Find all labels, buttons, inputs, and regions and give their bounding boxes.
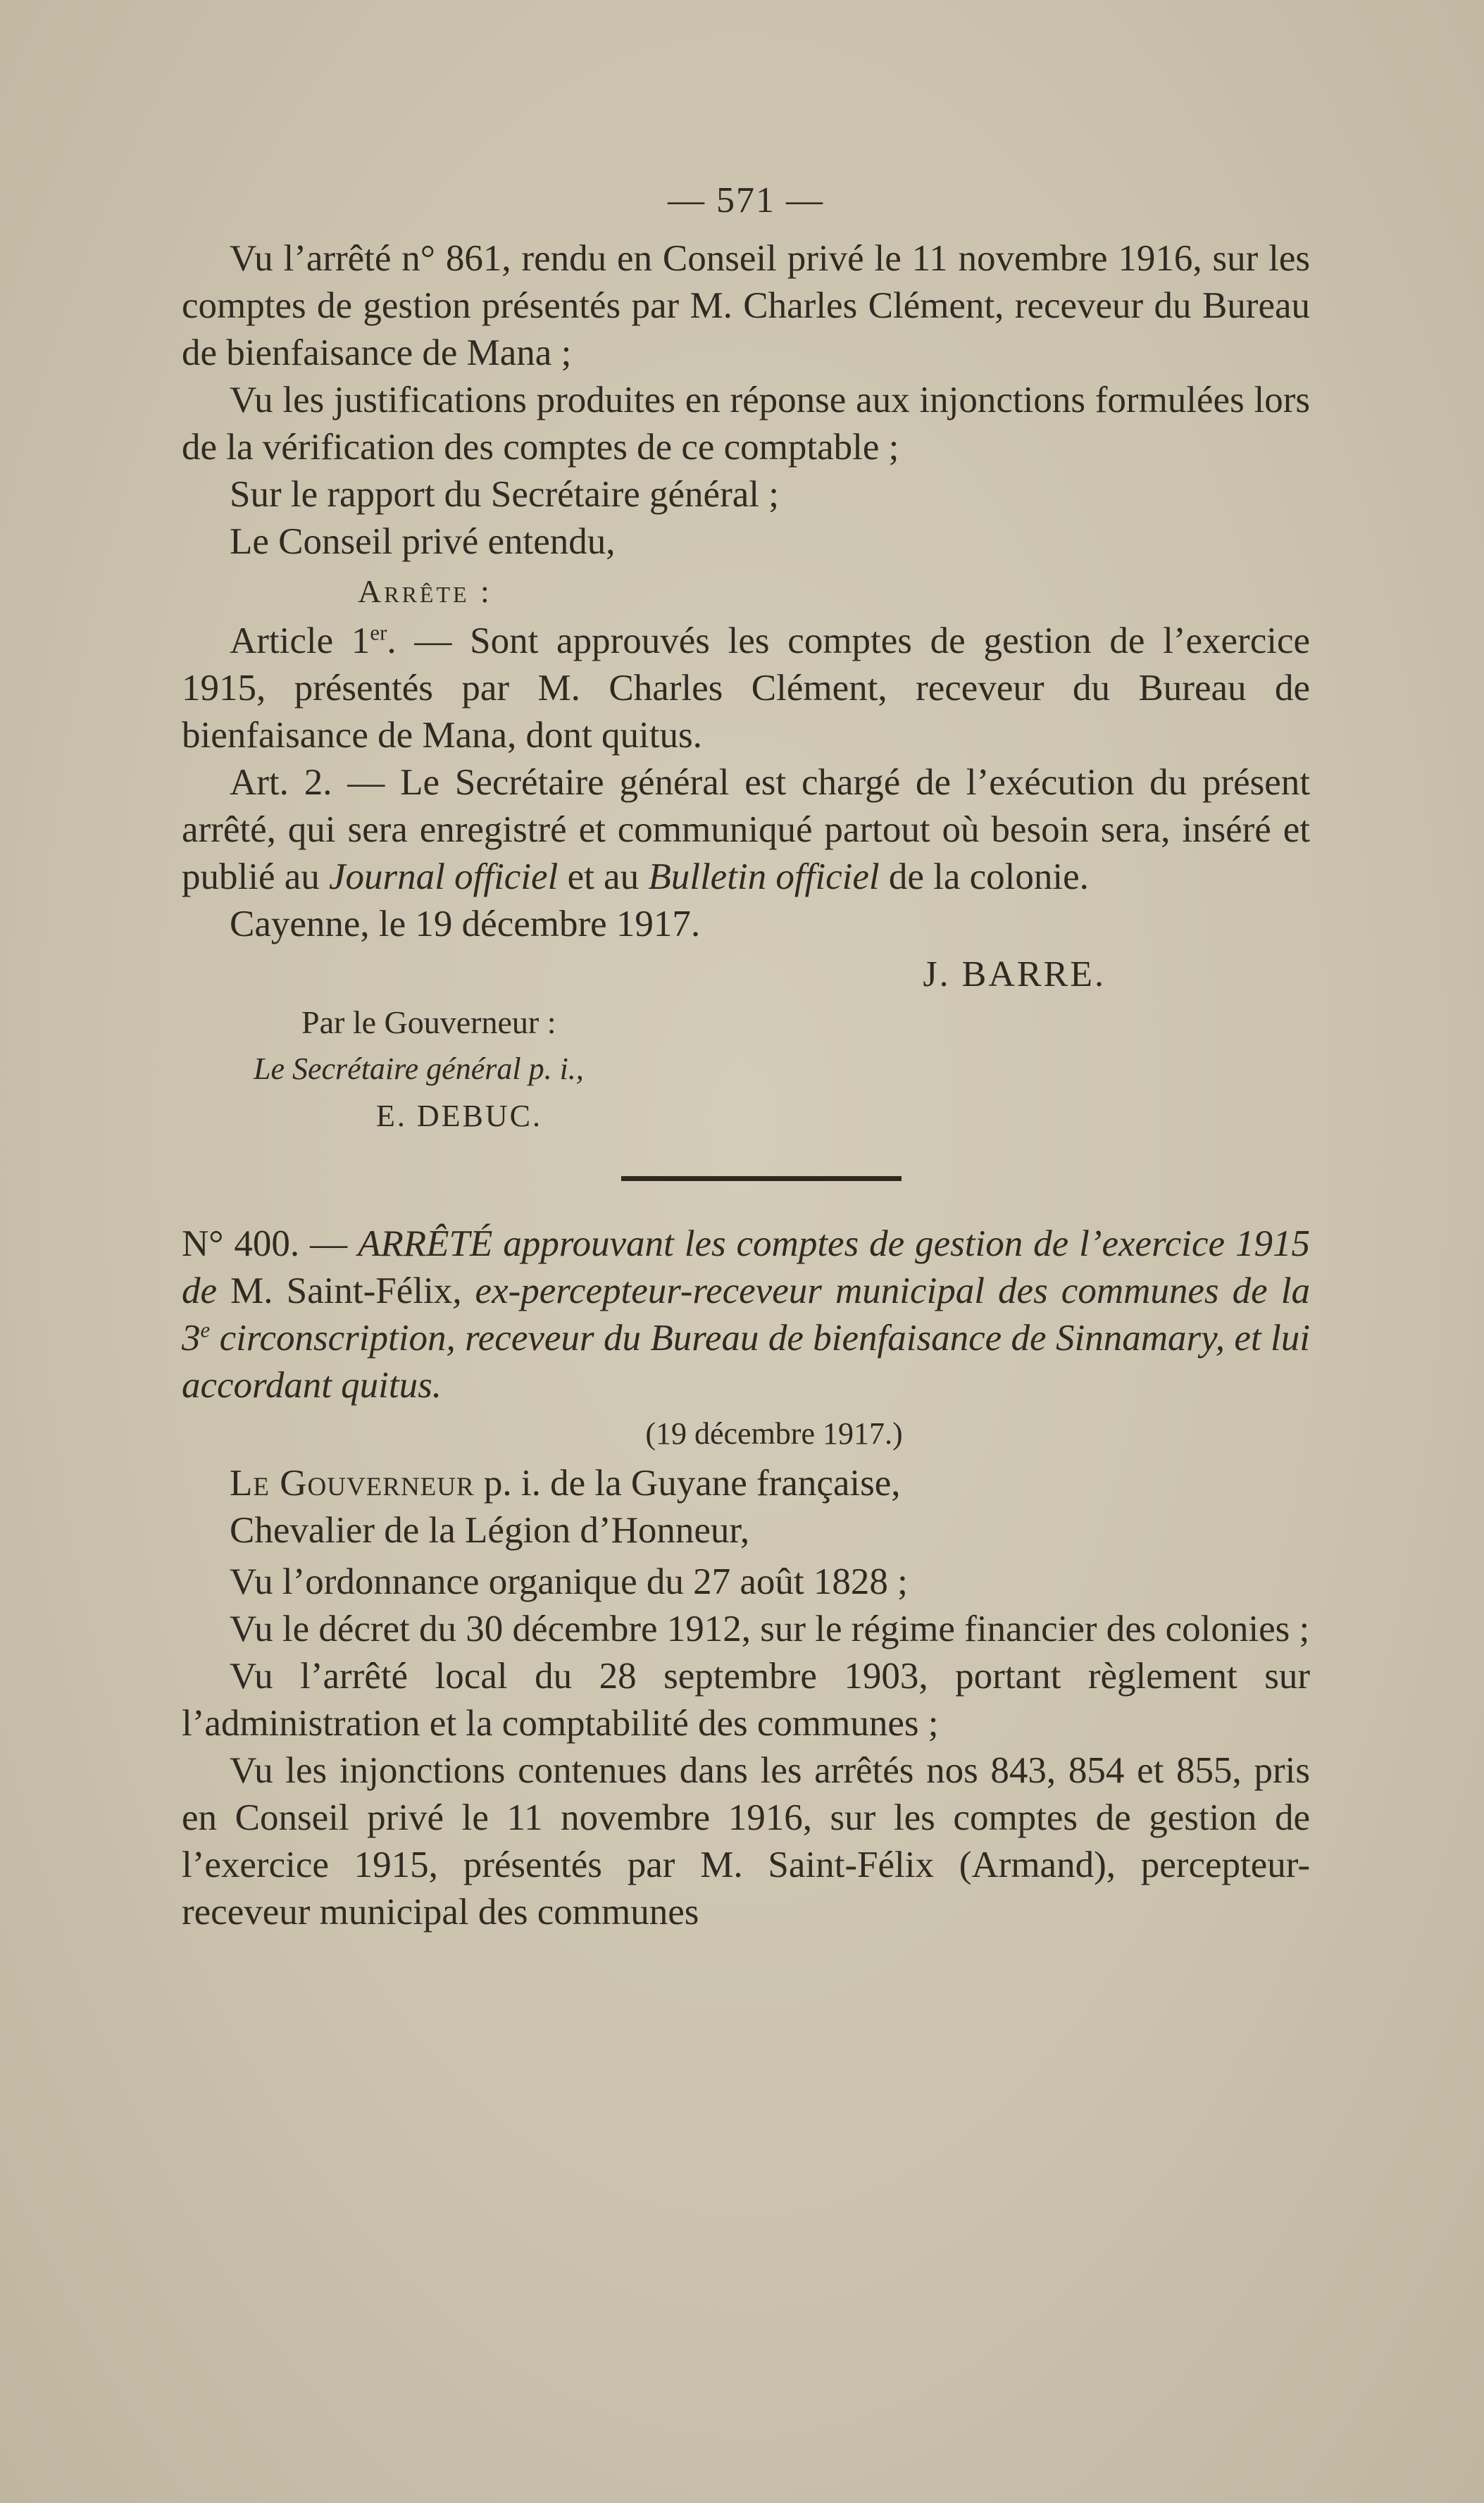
arrete-heading: Arrête : <box>358 573 492 609</box>
signature-debuc: E. DEBUC. <box>376 1099 542 1133</box>
paragraph-sur-le-rapport: Sur le rapport du Secrétaire général ; <box>230 474 779 515</box>
article-2-text-mid: et au <box>558 856 649 897</box>
place-date: Cayenne, le 19 décembre 1917. <box>230 904 701 944</box>
paragraph-conseil-entendu: Le Conseil privé entendu, <box>230 521 616 562</box>
arrete-400-number: N° 400. — <box>182 1223 358 1264</box>
page-number: — 571 — <box>668 180 824 220</box>
arrete-400-italic-2: , ex-percepteur-receveur municipal des communes de la 3 <box>182 1271 1310 1359</box>
article-1-sup: er <box>370 620 387 645</box>
paragraph-vu-ordonnance: Vu l’ordonnance organique du 27 août 1828 ; <box>230 1561 908 1602</box>
arrete-400-italic-1: approuvant les comptes de gestion de l’exercice 1915 de <box>182 1223 1310 1311</box>
bulletin-officiel-title: Bulletin officiel <box>648 856 880 897</box>
arrete-400-name: M. Saint-Félix <box>230 1271 453 1311</box>
arrete-400-italic-3: circonscription, receveur du Bureau de bienfaisance de Sinnamary, et lui accordant quitus. <box>182 1318 1310 1406</box>
paragraph-vu-arrete-local: Vu l’arrêté local du 28 septembre 1903, portant règlement sur l’administration et la comptabilité des communes ; <box>182 1656 1310 1744</box>
chevalier-line: Chevalier de la Légion d’Honneur, <box>230 1510 750 1551</box>
page-content <box>182 176 1310 1936</box>
article-2 <box>182 759 1310 901</box>
secretaire-general: Le Secrétaire général p. i., <box>254 1051 584 1086</box>
par-le-gouverneur: Par le Gouverneur : <box>301 1004 556 1040</box>
article-1-label: Article 1 <box>230 620 370 661</box>
arrete-400-date: (19 décembre 1917.) <box>645 1416 903 1451</box>
arrete-400-sup: e <box>200 1318 211 1342</box>
article-1-text: . — Sont approuvés les comptes de gestion de l’exercice 1915, présentés par M. Charles Clément, receveur du Bureau de bienfaisance de Mana, dont quitus. <box>182 620 1310 756</box>
gouverneur-rest: p. i. de la Guyane française, <box>474 1463 901 1504</box>
paragraph-vu-injonctions: Vu les injonctions contenues dans les arrêtés nos 843, 854 et 855, pris en Conseil privé le 11 novembre 1916, sur les comptes de gestion de l’exercice 1915, présentés par M. Saint-Félix (Armand), percepteur-receveur municipal des communes <box>182 1750 1310 1933</box>
section-divider <box>621 1176 902 1181</box>
gouverneur-line <box>182 1460 1310 1507</box>
paragraph-vu-decret: Vu le décret du 30 décembre 1912, sur le régime financier des colonies ; <box>230 1609 1310 1649</box>
arrete-400-heading <box>182 1221 1310 1409</box>
paragraph-vu-justifications: Vu les justifications produites en réponse aux injonctions formulées lors de la vérification des comptes de ce comptable ; <box>182 380 1310 468</box>
journal-officiel-title: Journal officiel <box>329 856 559 897</box>
article-2-text-after: de la colonie. <box>879 856 1089 897</box>
article-2-text-before: Art. 2. — Le Secrétaire général est chargé de l’exécution du présent arrêté, qui sera enregistré et communiqué partout où besoin sera, inséré et publié au <box>182 762 1310 897</box>
gouverneur-le: Le <box>230 1463 280 1504</box>
signature-barre: J. BARRE. <box>923 954 1106 994</box>
arrete-400-word: ARRÊTÉ <box>358 1223 493 1264</box>
article-1 <box>182 618 1310 759</box>
gouverneur-title: Gouverneur <box>280 1463 475 1504</box>
paragraph-vu-arrete-861: Vu l’arrêté n° 861, rendu en Conseil privé le 11 novembre 1916, sur les comptes de gestion présentés par M. Charles Clément, receveur du Bureau de bienfaisance de Mana ; <box>182 238 1310 373</box>
